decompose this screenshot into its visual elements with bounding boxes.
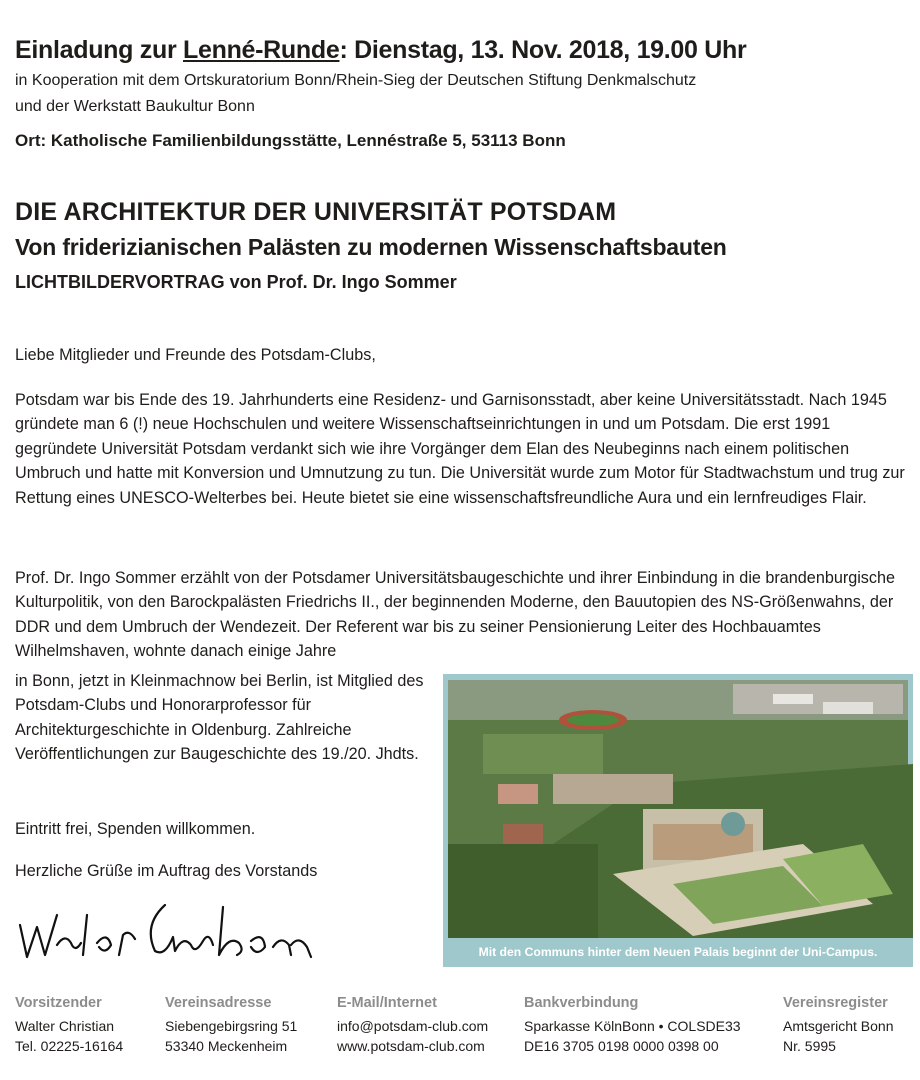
campus-aerial-photo bbox=[443, 674, 913, 967]
paragraph-intro: Potsdam war bis Ende des 19. Jahrhunderts eine Residenz- und Garnisonsstadt, aber keine Universitätsstadt. Nach 1945 gründete man 6 (!) neue Hochschulen und weitere Wissenschaftseinrichtungen in und um Potsdam. Die erst 1991 gegründete Universität Potsdam verdankt sich wie ihre Vorgänger dem Elan des Neubeginns nach einem politischen Umbruch und hatte mit Konversion und Umnutzung zu tun. Die Universität wurde zum Motor für Stadtwachstum und trug zur Rettung eines UNESCO-Welterbes bei. Heute bietet sie eine wissenschaftsfreundliche Aura und ein lernfreudiges Flair. bbox=[15, 391, 905, 507]
paragraph-speaker-continued: in Bonn, jetzt in Kleinmachnow bei Berlin, ist Mitglied des Potsdam-Clubs und Honorarprofessor für Architekturgeschichte in Oldenburg. Zahlreiche Veröffentlichungen zur Baugeschichte des 19./20. Jhdts. bbox=[15, 672, 424, 764]
footer-contact bbox=[337, 993, 488, 1056]
footer-heading: Bankverbindung bbox=[524, 995, 639, 1011]
invitation-title bbox=[15, 36, 746, 65]
footer-heading: Vorsitzender bbox=[15, 995, 102, 1011]
footer-line: Tel. 02225-16164 bbox=[15, 1038, 124, 1054]
speaker-line: LICHTBILDERVORTRAG von Prof. Dr. Ingo Sommer bbox=[15, 272, 457, 292]
footer-chairman bbox=[15, 993, 123, 1056]
footer-line: DE16 3705 0198 0000 0398 00 bbox=[524, 1038, 719, 1054]
admission-note: Eintritt frei, Spenden willkommen. bbox=[15, 820, 256, 838]
footer-line: Amtsgericht Bonn bbox=[783, 1018, 894, 1034]
lenne-runde-link[interactable]: Lenné-Runde bbox=[183, 36, 340, 64]
email-link[interactable]: info@potsdam-club.com bbox=[337, 1018, 489, 1034]
location-line: Ort: Katholische Familienbildungsstätte, Lennéstraße 5, 53113 Bonn bbox=[15, 131, 566, 150]
footer-heading: Vereinsregister bbox=[783, 995, 888, 1011]
footer-line: Walter Christian bbox=[15, 1018, 115, 1034]
footer-register bbox=[783, 993, 894, 1056]
closing-line: Herzliche Grüße im Auftrag des Vorstands bbox=[15, 862, 318, 880]
footer-heading: Vereinsadresse bbox=[165, 995, 272, 1011]
footer-address bbox=[165, 993, 297, 1056]
greeting: Liebe Mitglieder und Freunde des Potsdam-Clubs, bbox=[15, 346, 376, 364]
footer-bank bbox=[524, 993, 741, 1056]
website-link[interactable]: www.potsdam-club.com bbox=[337, 1038, 485, 1054]
talk-subtitle: Von friderizianischen Palästen zu modernen Wissenschaftsbauten bbox=[15, 234, 727, 260]
title-suffix: : Dienstag, 13. Nov. 2018, 19.00 Uhr bbox=[339, 36, 747, 64]
signature bbox=[15, 885, 325, 970]
footer-line: Nr. 5995 bbox=[783, 1038, 836, 1054]
footer-line: 53340 Meckenheim bbox=[165, 1038, 288, 1054]
footer-heading: E-Mail/Internet bbox=[337, 995, 437, 1011]
title-prefix: Einladung zur bbox=[15, 36, 184, 64]
cooperation-line-2: und der Werkstatt Baukultur Bonn bbox=[15, 98, 255, 115]
photo-caption: Mit den Communs hinter dem Neuen Palais beginnt der Uni-Campus. bbox=[478, 945, 878, 959]
paragraph-speaker: Prof. Dr. Ingo Sommer erzählt von der Potsdamer Universitätsbaugeschichte und ihrer Einbindung in die brandenburgische Kulturpolitik, von den Barockpalästen Friedrichs II., der beginnenden Moderne, den Bauutopien des NS-Größenwahns, der DDR und dem Umbruch der Wendezeit. Der Referent war bis zu seiner Pensionierung Leiter des Hochbauamtes Wilhelmshaven, wohnte danach einige Jahre bbox=[15, 569, 896, 661]
footer-line: Sparkasse KölnBonn • COLSDE33 bbox=[524, 1018, 741, 1034]
talk-title: DIE ARCHITEKTUR DER UNIVERSITÄT POTSDAM bbox=[15, 198, 617, 226]
footer-line: Siebengebirgsring 51 bbox=[165, 1018, 298, 1034]
cooperation-line-1: in Kooperation mit dem Ortskuratorium Bonn/Rhein-Sieg der Deutschen Stiftung Denkmalschutz bbox=[15, 72, 697, 89]
